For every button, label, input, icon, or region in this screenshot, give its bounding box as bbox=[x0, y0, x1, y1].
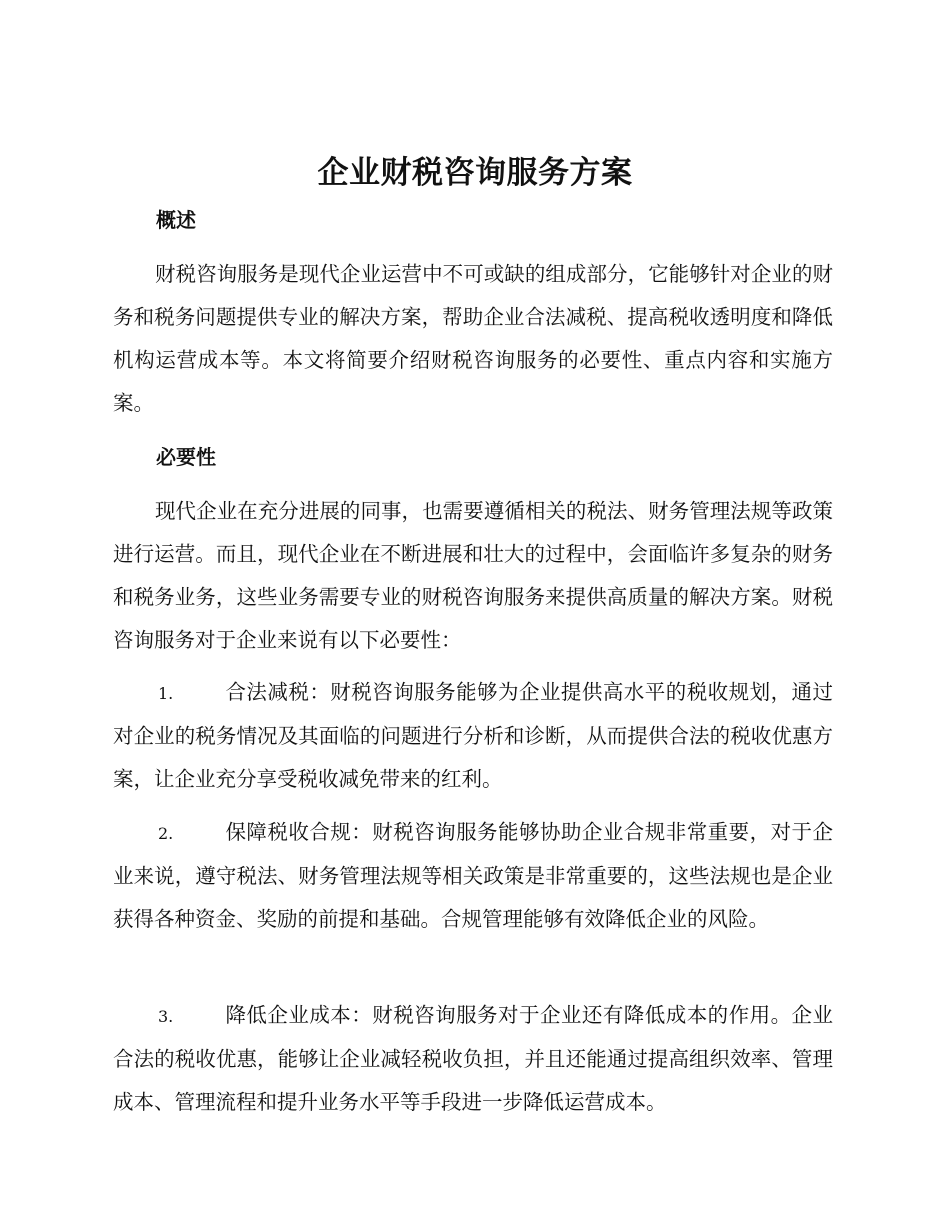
list-item-text: 合法减税：财税咨询服务能够为企业提供高水平的税收规划，通过对企业的税务情况及其面临的问题进行分析和诊断，从而提供合法的税收优惠方案，让企业充分享受税收减免带来的红利。 bbox=[113, 680, 833, 791]
document-title: 企业财税咨询服务方案 bbox=[317, 155, 633, 191]
list-item bbox=[113, 994, 833, 1124]
list-item-number: 1. bbox=[158, 684, 174, 703]
section-heading-overview: 概述 bbox=[156, 208, 196, 232]
list-item bbox=[113, 671, 833, 801]
list-item-text: 降低企业成本：财税咨询服务对于企业还有降低成本的作用。企业合法的税收优惠，能够让企业减轻税收负担，并且还能通过提高组织效率、管理成本、管理流程和提升业务水平等手段进一步降低运营成本。 bbox=[113, 1003, 833, 1114]
necessity-paragraph: 现代企业在充分进展的同事，也需要遵循相关的税法、财务管理法规等政策进行运营。而且，现代企业在不断进展和壮大的过程中，会面临许多复杂的财务和税务业务，这些业务需要专业的财税咨询服务来提供高质量的解决方案。财税咨询服务对于企业来说有以下必要性： bbox=[113, 499, 833, 652]
list-item-number: 3. bbox=[158, 1007, 174, 1026]
list-item-text: 保障税收合规：财税咨询服务能够协助企业合规非常重要，对于企业来说，遵守税法、财务管理法规等相关政策是非常重要的，这些法规也是企业获得各种资金、奖励的前提和基础。合规管理能够有效降低企业的风险。 bbox=[113, 820, 833, 931]
section-heading-necessity: 必要性 bbox=[156, 445, 216, 469]
list-item bbox=[113, 811, 833, 941]
list-item-number: 2. bbox=[158, 824, 174, 843]
overview-paragraph: 财税咨询服务是现代企业运营中不可或缺的组成部分，它能够针对企业的财务和税务问题提供专业的解决方案，帮助企业合法减税、提高税收透明度和降低机构运营成本等。本文将简要介绍财税咨询服务的必要性、重点内容和实施方案。 bbox=[113, 262, 833, 415]
